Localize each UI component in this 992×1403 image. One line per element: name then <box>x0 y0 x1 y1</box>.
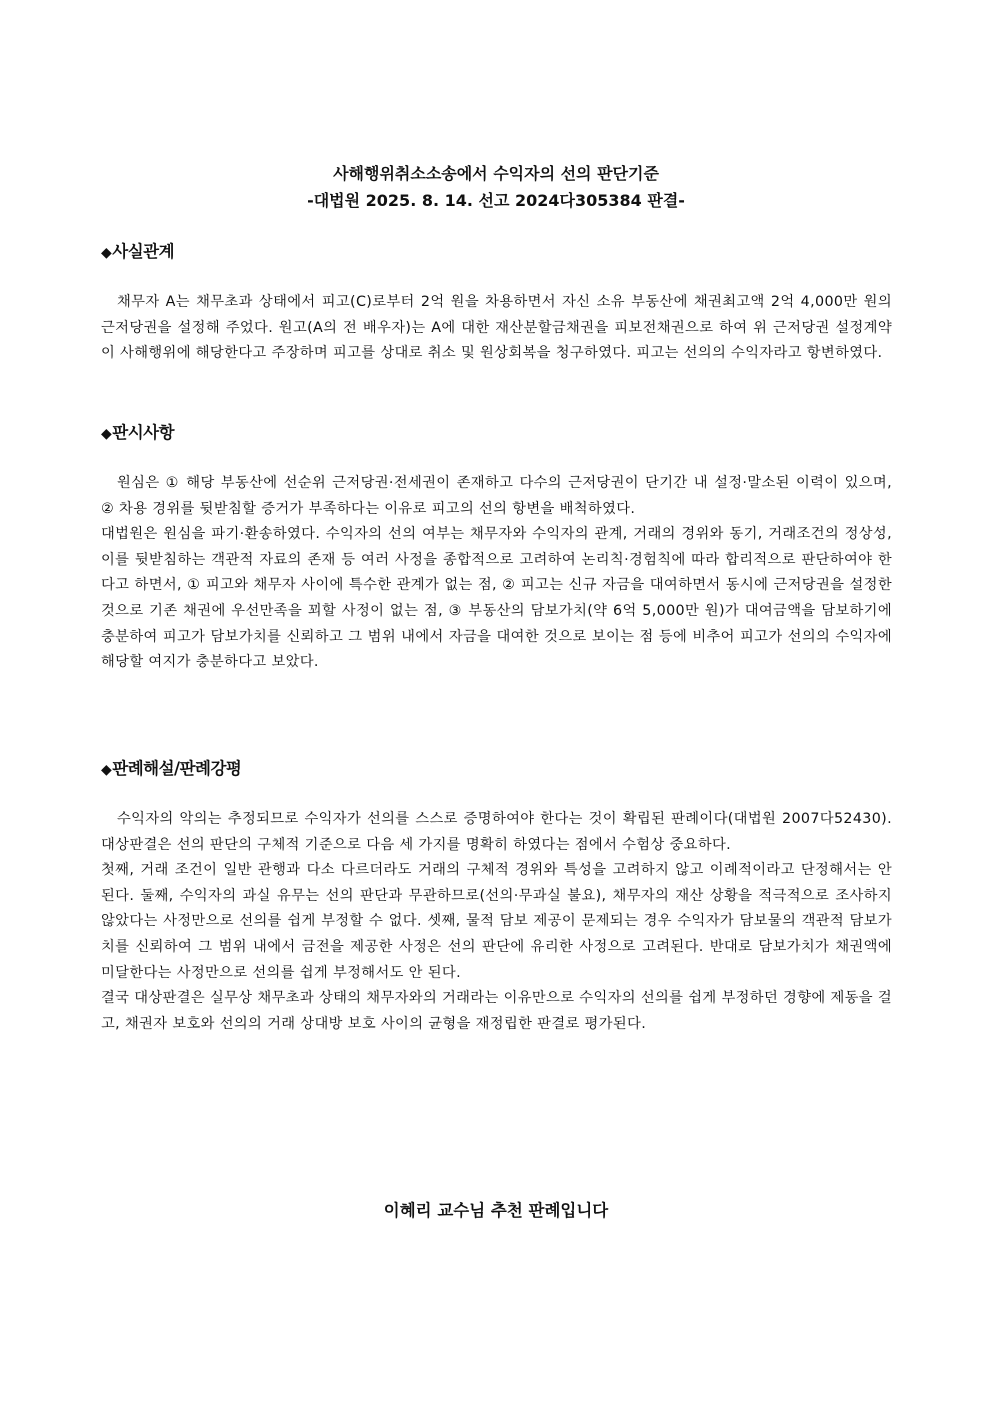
main-title: 사해행위취소소송에서 수익자의 선의 판단기준 <box>333 164 659 183</box>
sub-title: -대법원 2025. 8. 14. 선고 2024다305384 판결- <box>307 191 685 210</box>
diamond-bullet-icon: ◆ <box>101 762 112 778</box>
paragraph: 원심은 ① 해당 부동산에 선순위 근저당권·전세권이 존재하고 다수의 근저당권이 단기간 내 설정·말소된 이력이 있으며, ② 차용 경위를 뒷받침할 증거가 부족하다는 이유로 피고의 선의 항변을 배척하였다. <box>101 475 892 517</box>
section-heading-holdings <box>101 422 174 445</box>
paragraph: 첫째, 거래 조건이 일반 관행과 다소 다르더라도 거래의 구체적 경위와 특성을 고려하지 않고 이례적이라고 단정해서는 안 된다. 둘째, 수익자의 과실 유무는 선의 판단과 무관하므로(선의·무과실 불요), 채무자의 재산 상황을 적극적으로 조사하지 않았다는 사정만으로 선의를 쉽게 부정할 수 없다. 셋째, 물적 담보 제공이 문제되는 경우 수익자가 담보물의 객관적 담보가치를 신뢰하여 그 범위 내에서 금전을 제공한 사정은 선의 판단에 유리한 사정으로 고려된다. 반대로 담보가치가 채권액에 미달한다는 사정만으로 선의를 쉽게 부정해서도 안 된다. <box>101 862 892 981</box>
diamond-bullet-icon: ◆ <box>101 426 112 442</box>
section-heading-label: 판례해설/판례강평 <box>112 759 242 778</box>
paragraph: 채무자 A는 채무초과 상태에서 피고(C)로부터 2억 원을 차용하면서 자신 소유 부동산에 채권최고액 2억 4,000만 원의 근저당권을 설정해 주었다. 원고(A의 전 배우자)는 A에 대한 재산분할금채권을 피보전채권으로 하여 위 근저당권 설정계약이 사해행위에 해당한다고 주장하며 피고를 상대로 취소 및 원상회복을 청구하였다. 피고는 선의의 수익자라고 항변하였다. <box>101 294 892 362</box>
paragraph: 결국 대상판결은 실무상 채무초과 상태의 채무자와의 거래라는 이유만으로 수익자의 선의를 쉽게 부정하던 경향에 제동을 걸고, 채권자 보호와 선의의 거래 상대방 보호 사이의 균형을 재정립한 판결로 평가된다. <box>101 990 892 1032</box>
section-heading-label: 판시사항 <box>112 423 175 442</box>
diamond-bullet-icon: ◆ <box>101 245 112 261</box>
section-body-commentary <box>101 807 892 1037</box>
paragraph: 수익자의 악의는 추정되므로 수익자가 선의를 스스로 증명하여야 한다는 것이 확립된 판례이다(대법원 2007다52430). 대상판결은 선의 판단의 구체적 기준으로 다음 세 가지를 명확히 하였다는 점에서 수험상 중요하다. <box>101 811 892 853</box>
section-body-facts <box>101 290 892 367</box>
section-heading-facts <box>101 241 174 264</box>
document-title <box>100 160 892 214</box>
section-body-holdings <box>101 471 892 676</box>
recommendation-footer: 이혜리 교수님 추천 판례입니다 <box>383 1201 609 1220</box>
section-heading-commentary <box>101 758 241 781</box>
paragraph: 대법원은 원심을 파기·환송하였다. 수익자의 선의 여부는 채무자와 수익자의 관계, 거래의 경위와 동기, 거래조건의 정상성, 이를 뒷받침하는 객관적 자료의 존재 등 여러 사정을 종합적으로 고려하여 논리칙·경험칙에 따라 합리적으로 판단하여야 한다고 하면서, ① 피고와 채무자 사이에 특수한 관계가 없는 점, ② 피고는 신규 자금을 대여하면서 동시에 근저당권을 설정한 것으로 기존 채권에 우선만족을 꾀할 사정이 없는 점, ③ 부동산의 담보가치(약 6억 5,000만 원)가 대여금액을 담보하기에 충분하여 피고가 담보가치를 신뢰하고 그 범위 내에서 자금을 대여한 것으로 보이는 점 등에 비추어 피고가 선의의 수익자에 해당할 여지가 충분하다고 보았다. <box>101 526 892 671</box>
section-heading-label: 사실관계 <box>112 242 175 261</box>
